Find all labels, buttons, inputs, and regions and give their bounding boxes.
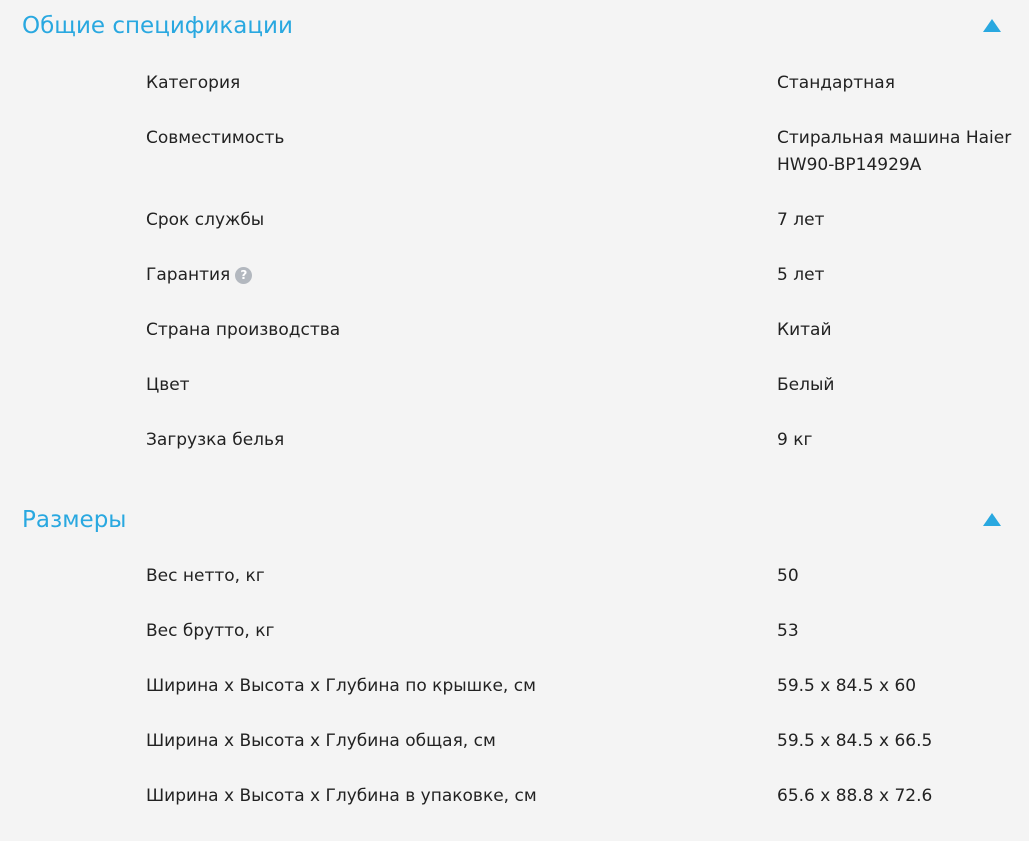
spec-label: Совместимость bbox=[146, 128, 285, 148]
spec-label: Категория bbox=[146, 73, 241, 93]
section-title-dimensions: Размеры bbox=[22, 507, 127, 533]
spec-label: Вес брутто, кг bbox=[146, 621, 275, 641]
spec-value: 65.6 x 88.8 x 72.6 bbox=[777, 786, 933, 806]
spec-value: 50 bbox=[777, 566, 799, 586]
spec-value: 5 лет bbox=[777, 265, 825, 285]
spec-value: 7 лет bbox=[777, 210, 825, 230]
spec-value: Стиральная машина Haier HW90-BP14929A bbox=[777, 128, 1012, 175]
spec-value: Китай bbox=[777, 320, 832, 340]
spec-label: Ширина х Высота х Глубина общая, см bbox=[146, 731, 496, 751]
spec-value: Белый bbox=[777, 375, 835, 395]
spec-value: 59.5 x 84.5 x 66.5 bbox=[777, 731, 933, 751]
section-title-general: Общие спецификации bbox=[22, 13, 293, 39]
spec-value: 9 кг bbox=[777, 430, 813, 450]
question-icon[interactable]: ? bbox=[235, 267, 252, 284]
spec-value: 53 bbox=[777, 621, 799, 641]
spec-label: Ширина х Высота х Глубина по крышке, см bbox=[146, 676, 536, 696]
spec-label: Ширина х Высота х Глубина в упаковке, см bbox=[146, 786, 537, 806]
spec-label: Страна производства bbox=[146, 320, 341, 340]
spec-value: Стандартная bbox=[777, 73, 895, 93]
chevron-up-icon[interactable] bbox=[983, 19, 1001, 32]
spec-label: Срок службы bbox=[146, 210, 265, 230]
section-header-general[interactable] bbox=[0, 6, 1029, 46]
spec-label-warranty bbox=[146, 262, 252, 289]
spec-value: 59.5 x 84.5 x 60 bbox=[777, 676, 917, 696]
spec-label-text: Гарантия bbox=[146, 265, 231, 285]
section-header-dimensions[interactable] bbox=[0, 500, 1029, 540]
spec-label: Вес нетто, кг bbox=[146, 566, 265, 586]
spec-label: Загрузка белья bbox=[146, 430, 285, 450]
spec-label: Цвет bbox=[146, 375, 190, 395]
chevron-up-icon[interactable] bbox=[983, 513, 1001, 526]
